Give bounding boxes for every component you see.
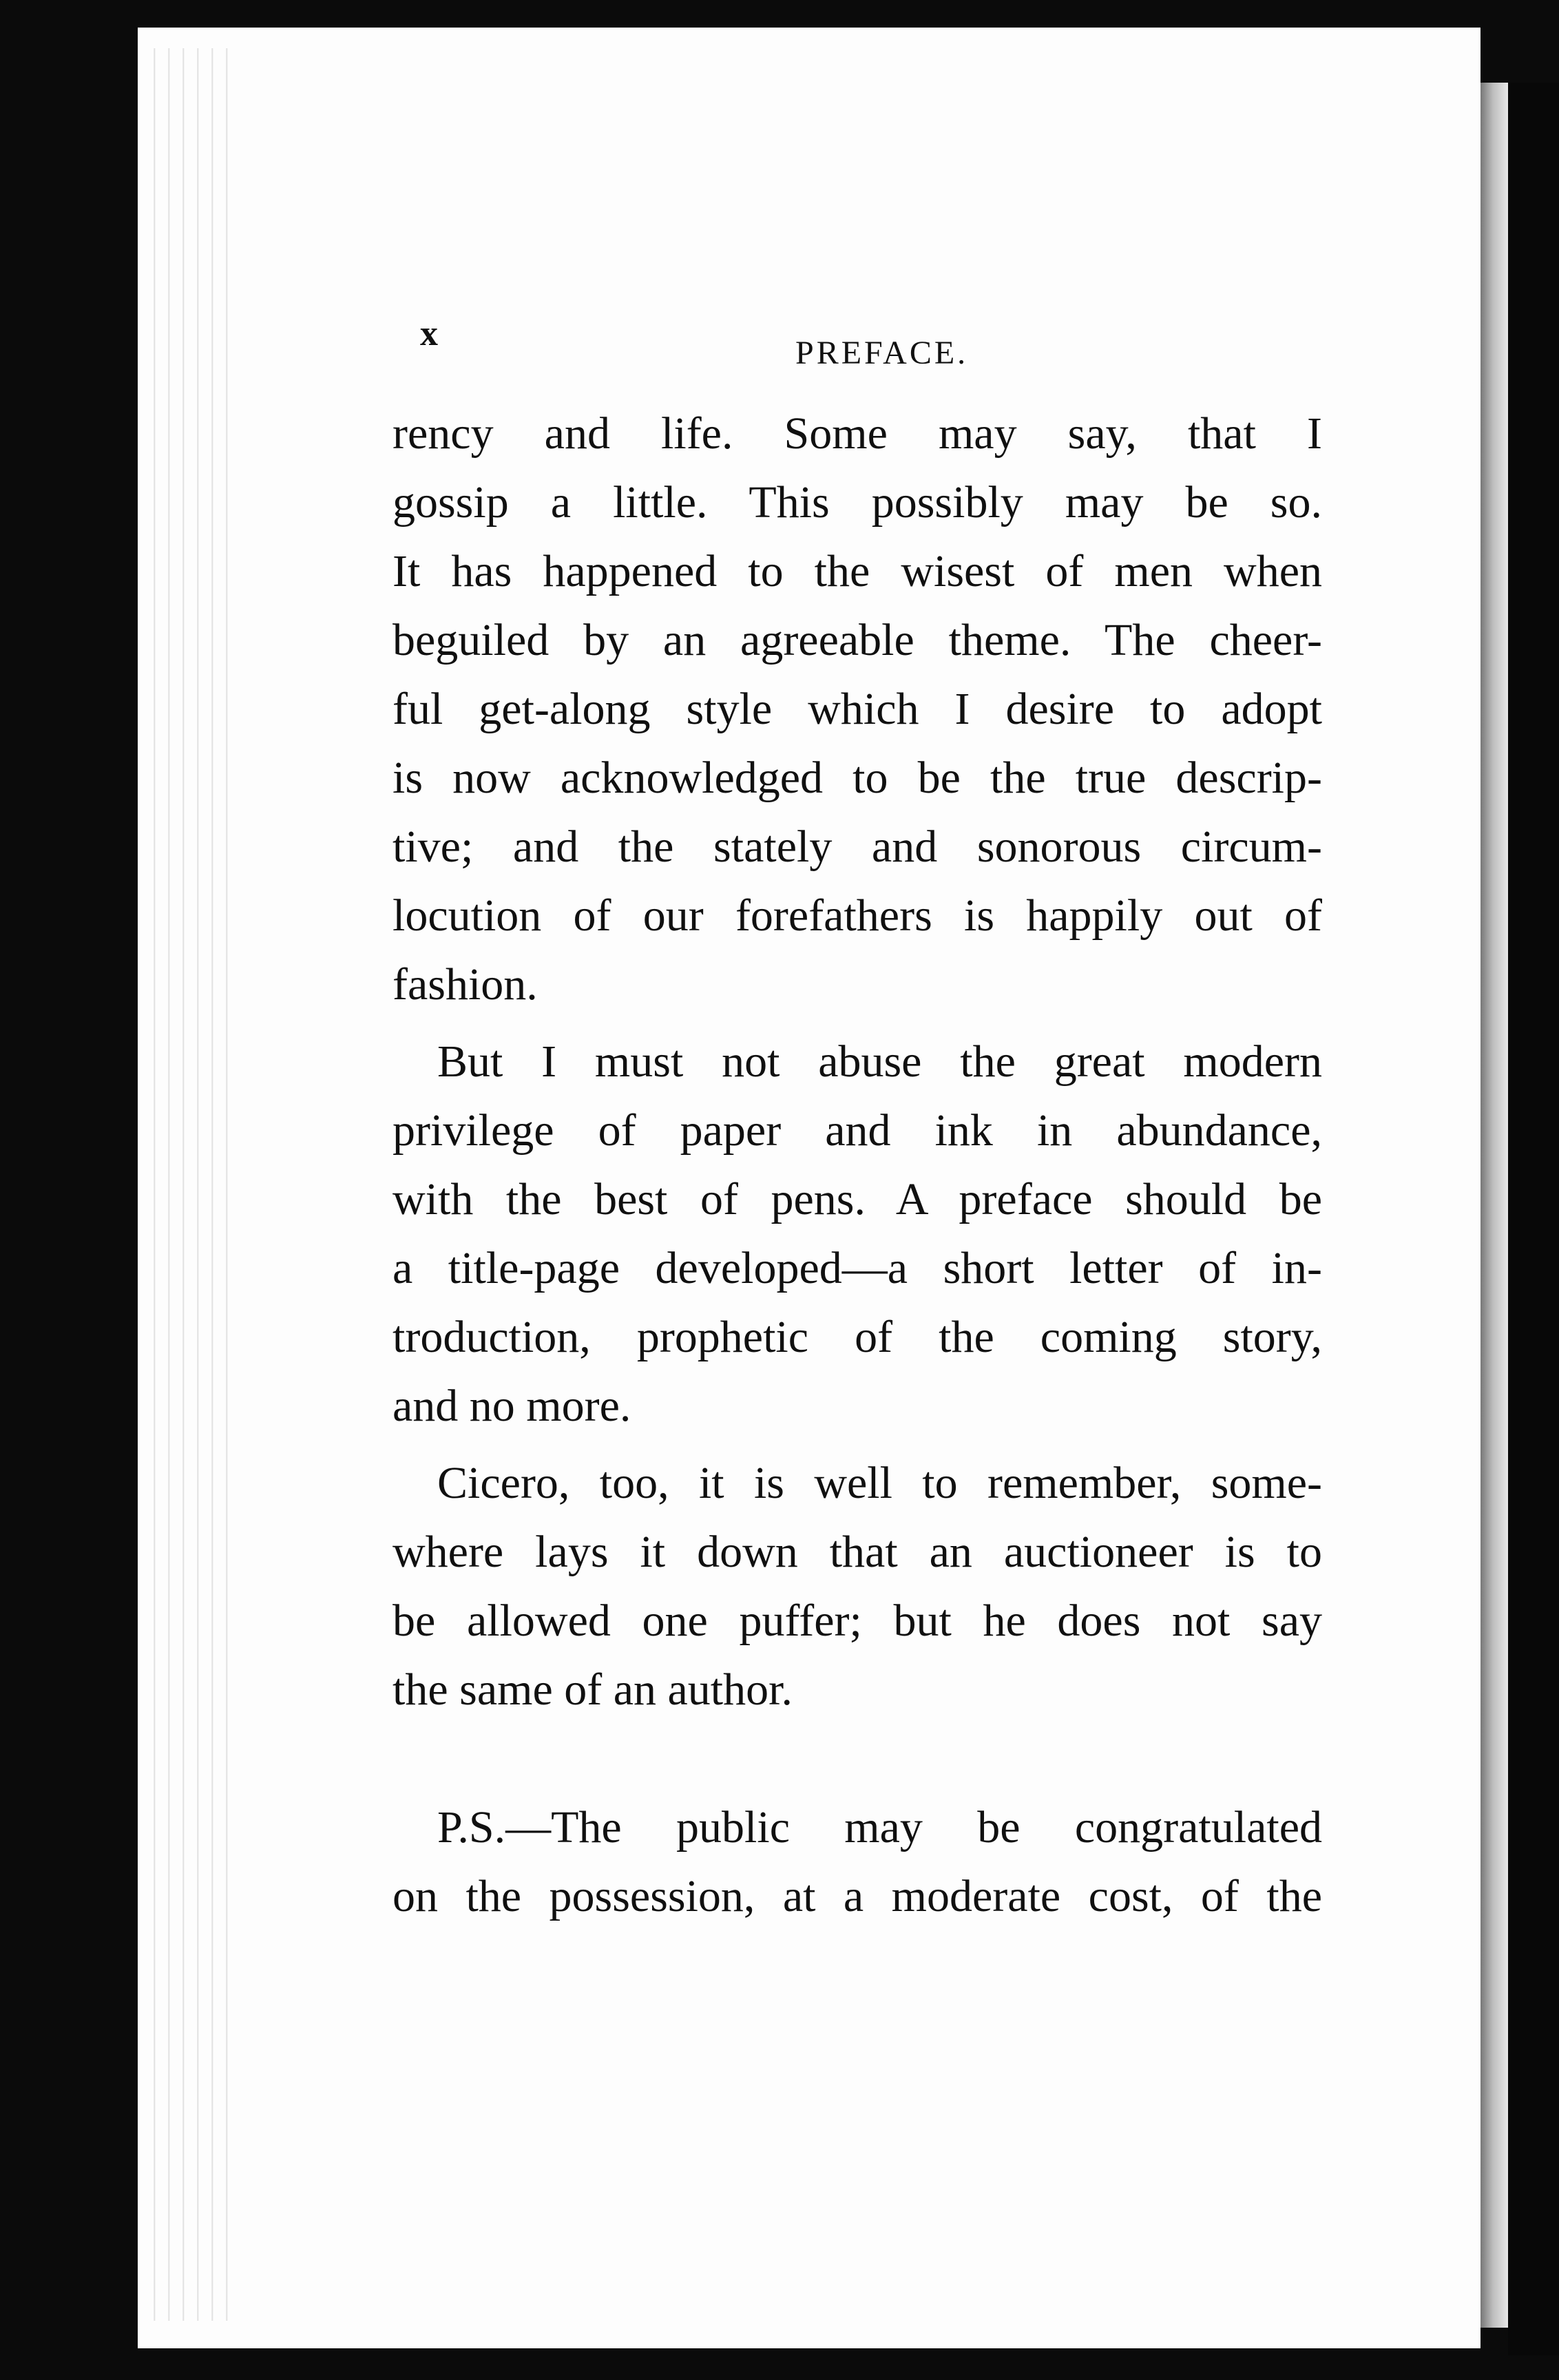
text-line: a title-page developed—a short letter of in-: [393, 1243, 1322, 1293]
text-line: fashion.: [393, 959, 538, 1010]
page-number: x: [420, 314, 438, 353]
text-line: is now acknowledged to be the true descrip-: [393, 753, 1322, 803]
paragraph-1: [393, 399, 1322, 1019]
section-gap: [393, 1724, 1322, 1793]
text-line: Cicero, too, it is well to remember, some-: [437, 1458, 1322, 1508]
running-head: PREFACE.: [795, 335, 969, 371]
text-line: be allowed one puffer; but he does not say: [393, 1596, 1322, 1646]
text-line: and no more.: [393, 1381, 631, 1431]
text-line: beguiled by an agreeable theme. The cheer-: [393, 615, 1322, 665]
paragraph-2: [393, 1027, 1322, 1441]
page-header: [420, 313, 1315, 371]
page-edges: [141, 48, 238, 2321]
paragraph-3: [393, 1449, 1322, 1724]
text-line: troduction, prophetic of the coming story,: [393, 1312, 1322, 1362]
text-line: P.S.—The public may be congratulated: [437, 1802, 1322, 1852]
body-text: [393, 399, 1322, 1931]
paragraph-postscript: [393, 1793, 1322, 1931]
text-line: where lays it down that an auctioneer is to: [393, 1527, 1322, 1577]
text-line: But I must not abuse the great modern: [437, 1036, 1322, 1087]
paragraph-gap: [393, 1441, 1322, 1449]
text-line: the same of an author.: [393, 1664, 793, 1715]
paragraph-gap: [393, 1019, 1322, 1027]
text-line: privilege of paper and ink in abundance,: [393, 1105, 1322, 1156]
text-line: gossip a little. This possibly may be so.: [393, 477, 1322, 528]
text-line: with the best of pens. A preface should be: [393, 1174, 1322, 1224]
binding-gutter: [1480, 83, 1508, 2328]
text-line: ful get-along style which I desire to adopt: [393, 684, 1322, 734]
scan-border: [1508, 83, 1559, 2355]
text-line: rency and life. Some may say, that I: [393, 408, 1322, 459]
text-line: It has happened to the wisest of men when: [393, 546, 1322, 596]
text-line: locution of our forefathers is happily out of: [393, 890, 1322, 941]
text-line: tive; and the stately and sonorous circum-: [393, 822, 1322, 872]
text-line: on the possession, at a moderate cost, of the: [393, 1871, 1322, 1921]
